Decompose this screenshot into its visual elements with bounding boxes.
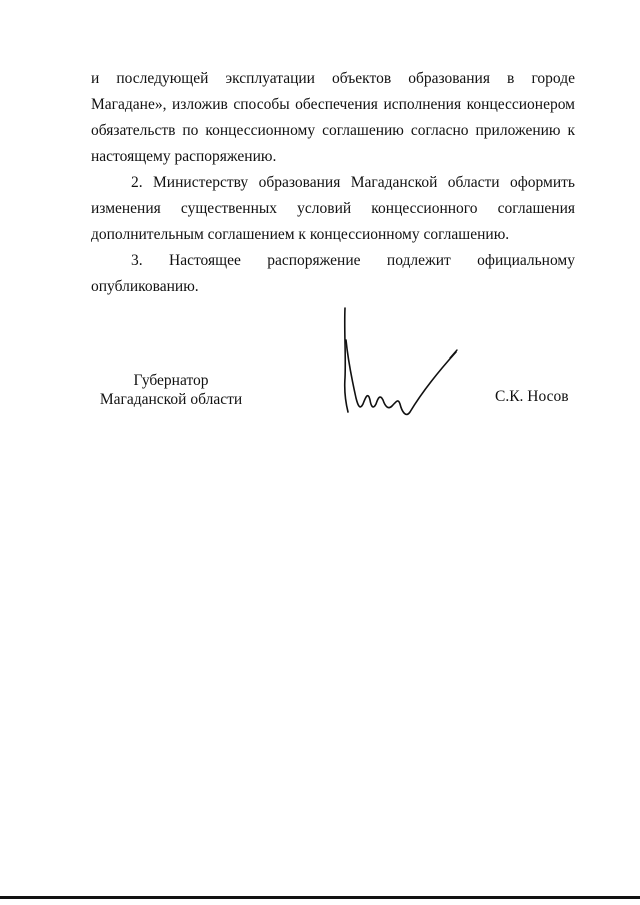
page-bottom-rule: [0, 896, 640, 899]
handwritten-signature: [330, 300, 470, 430]
paragraph-continuation: и последующей эксплуатации объектов образования в городе Магадане», изложив способы обеспечения исполнения концессионером обязательств по концессионному соглашению согласно приложению к настоящему распоряжению.: [91, 70, 575, 165]
paragraph-item-3: 3. Настоящее распоряжение подлежит официальному опубликованию.: [91, 252, 575, 295]
signatory-title: [91, 371, 251, 409]
signatory-title-line-1: Губернатор: [133, 372, 209, 389]
signatory-name: С.К. Носов: [495, 388, 569, 405]
paragraph-item-2: 2. Министерству образования Магаданской области оформить изменения существенных условий концессионного соглашения дополнительным соглашением к концессионному соглашению.: [91, 174, 575, 243]
signatory-title-line-2: Магаданской области: [99, 391, 243, 408]
document-body: [91, 66, 575, 300]
